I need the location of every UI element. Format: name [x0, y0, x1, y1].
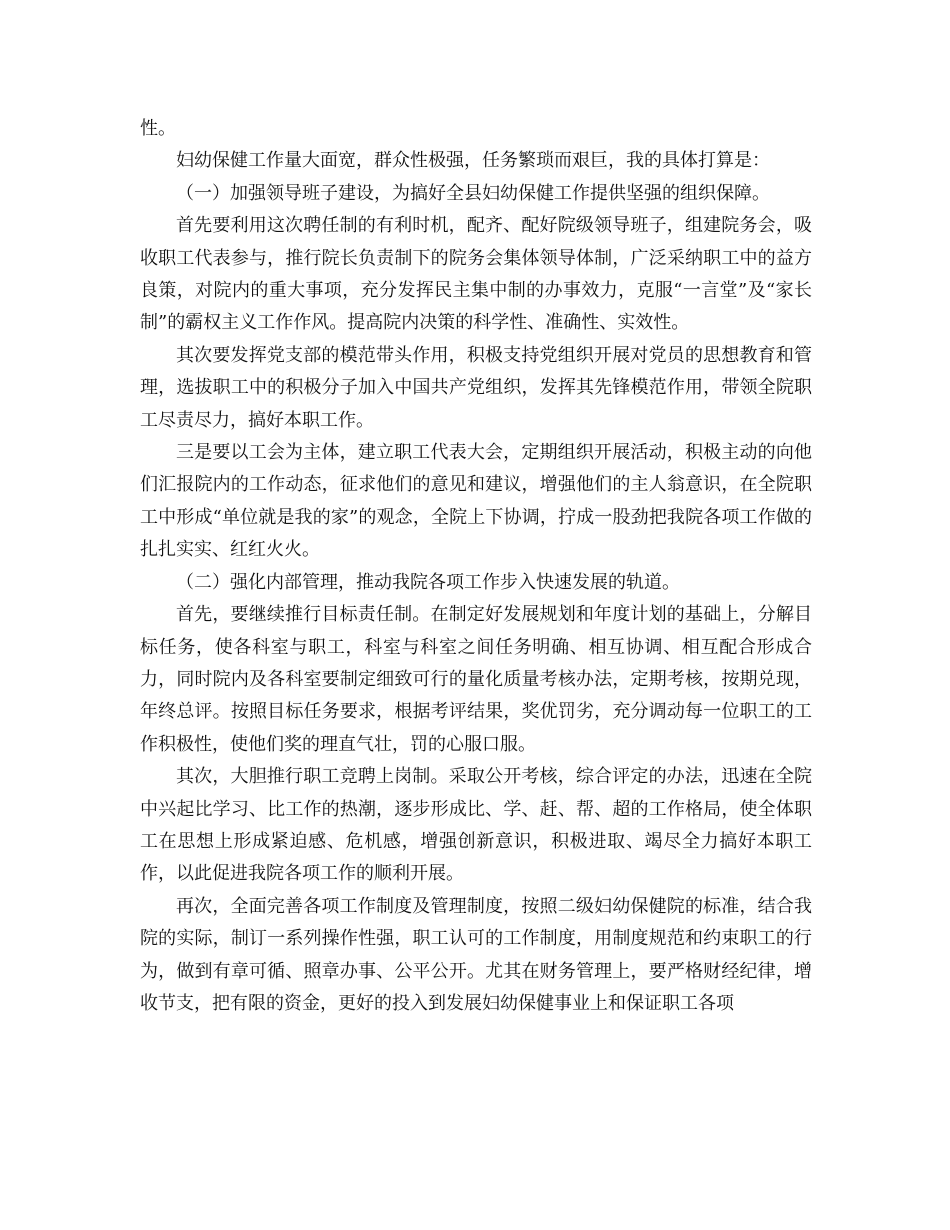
paragraph: 其次，大胆推行职工竞聘上岗制。采取公开考核，综合评定的办法，迅速在全院中兴起比学习、比工作的热潮，逐步形成比、学、赶、帮、超的工作格局，使全体职工在思想上形成紧迫感、危机感，增强创新意识，积极进取、竭尽全力搞好本职工作，以此促进我院各项工作的顺利开展。 — [140, 766, 812, 885]
paragraph: 首先要利用这次聘任制的有利时机，配齐、配好院级领导班子，组建院务会，吸收职工代表参与，推行院长负责制下的院务会集体领导体制，广泛采纳职工中的益方良策，对院内的重大事项，充分发挥民主集中制的办事效力，克服“一言堂”及“家长制”的霸权主义工作作风。提高院内决策的科学性、准确性、实效性。 — [140, 215, 812, 334]
paragraph-intro: 妇幼保健工作量大面宽，群众性极强，任务繁琐而艰巨，我的具体打算是： — [176, 150, 770, 172]
paragraph: 首先，要继续推行目标责任制。在制定好发展规划和年度计划的基础上，分解目标任务，使各科室与职工，科室与科室之间任务明确、相互协调、相互配合形成合力，同时院内及各科室要制定细致可行的量化质量考核办法，定期考核，按期兑现，年终总评。按照目标任务要求，根据考评结果，奖优罚劣，充分调动每一位职工的工作积极性，使他们奖的理直气壮，罚的心服口服。 — [140, 604, 812, 755]
paragraph: 其次要发挥党支部的模范带头作用，积极支持党组织开展对党员的思想教育和管理，选拔职工中的积极分子加入中国共产党组织，发挥其先锋模范作用，带领全院职工尽责尽力，搞好本职工作。 — [140, 344, 812, 431]
paragraph: 三是要以工会为主体，建立职工代表大会，定期组织开展活动，积极主动的向他们汇报院内的工作动态，征求他们的意见和建议，增强他们的主人翁意识，在全院职工中形成“单位就是我的家”的观念，全院上下协调，拧成一股劲把我院各项工作做的扎扎实实、红红火火。 — [140, 442, 812, 561]
section-heading-1: （一）加强领导班子建设，为搞好全县妇幼保健工作提供坚强的组织保障。 — [176, 182, 770, 204]
document-body — [140, 113, 812, 1020]
paragraph-continuation: 性。 — [140, 118, 176, 139]
paragraph: 再次，全面完善各项工作制度及管理制度，按照二级妇幼保健院的标准，结合我院的实际，制订一系列操作性强，职工认可的工作制度，用制度规范和约束职工的行为，做到有章可循、照章办事、公平公开。尤其在财务管理上，要严格财经纪律，增收节支，把有限的资金，更好的投入到发展妇幼保健事业上和保证职工各项 — [140, 895, 812, 1014]
section-heading-2: （二）强化内部管理，推动我院各项工作步入快速发展的轨道。 — [176, 571, 680, 593]
